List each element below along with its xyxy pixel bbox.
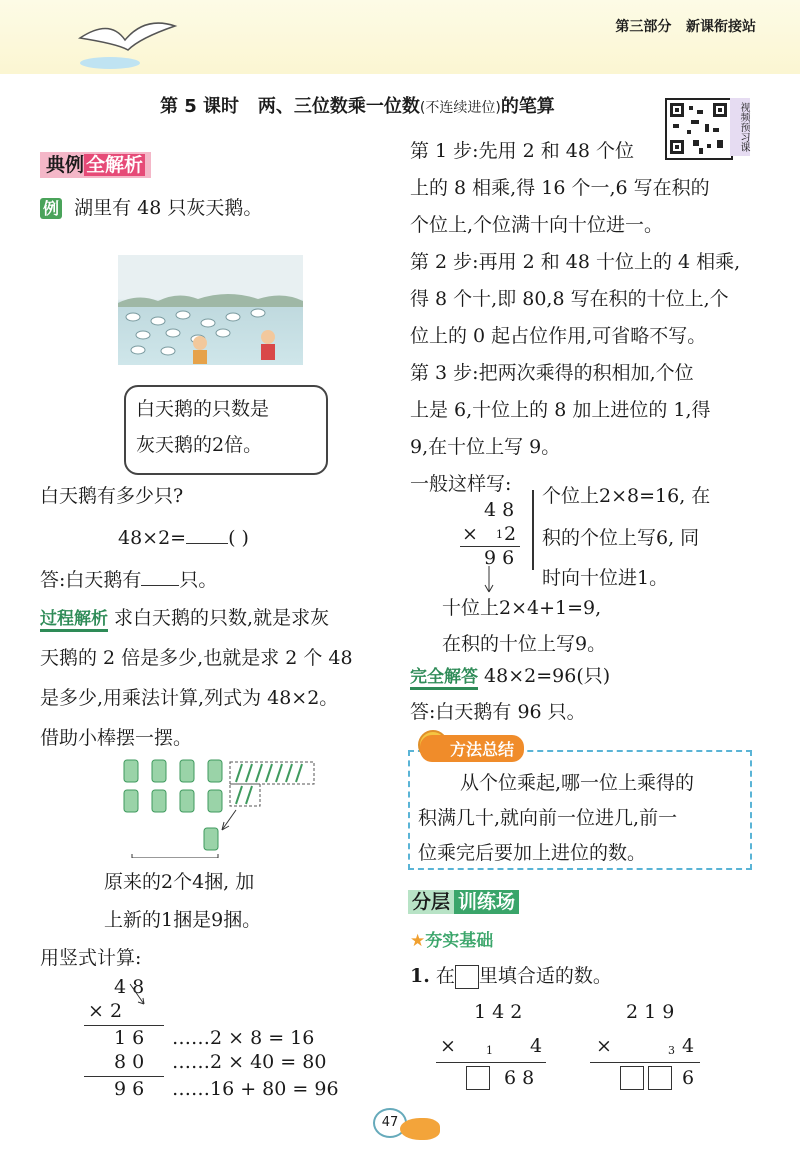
example-text: 湖里有 48 只灰天鹅。: [74, 197, 263, 219]
qr-pattern-icon: [667, 100, 731, 158]
formula-blank[interactable]: [186, 543, 228, 544]
step-line-9: 9,在十位上写 9。: [410, 436, 561, 458]
method-line-2: 积满几十,就向前一位进几,前一: [418, 807, 678, 829]
tag-part-b: 全解析: [86, 154, 144, 176]
bundles-image: [118, 758, 348, 858]
process-line-4: 借助小棒摆一摆。: [40, 727, 193, 749]
step-line-5: 得 8 个十,即 80,8 写在积的十位上,个: [410, 288, 729, 310]
q1b-carry: 3: [668, 1044, 675, 1057]
unit-paren: ( ): [228, 527, 249, 549]
process-line-1: [40, 600, 329, 637]
q1b-sign: ×: [596, 1035, 612, 1057]
full-answer-text: 答:白天鹅有 96 只。: [410, 701, 586, 723]
calc-row-1: 1 6: [114, 1027, 145, 1049]
step-line-6: 位上的 0 起占位作用,可省略不写。: [410, 325, 707, 347]
step-line-4: 第 2 步:再用 2 和 48 十位上的 4 相乘,: [410, 251, 741, 273]
step-line-1: 第 1 步:先用 2 和 48 个位: [410, 140, 634, 162]
process-tag: 过程解析: [40, 609, 108, 632]
general-carry: 1: [496, 528, 503, 541]
general-mul-sign: ×: [462, 523, 478, 545]
general-result: 9 6: [484, 547, 515, 569]
calc-note-1: ……2 × 8 = 16: [172, 1027, 315, 1049]
process-text-1: 求白天鹅的只数,就是求灰: [114, 607, 330, 629]
q1b-top: 2 1 9: [626, 1001, 675, 1023]
q1a-result: 6 8: [504, 1067, 535, 1089]
general-note-2b: 在积的十位上写9。: [442, 633, 607, 655]
method-tag: 方法总结: [420, 735, 524, 762]
q1a-mul: 4: [530, 1035, 543, 1057]
q1b-answer-box-2[interactable]: [648, 1066, 672, 1090]
full-answer-line: [410, 658, 610, 695]
lesson-tail: 的笔算: [500, 96, 555, 117]
q1a-sign: ×: [440, 1035, 456, 1057]
lesson-title: [160, 92, 555, 118]
general-note-1a: 个位上2×8=16, 在: [542, 485, 711, 507]
full-answer-tag: 完全解答: [410, 667, 478, 690]
q1-pre: 在: [435, 965, 455, 987]
calc-note-2: ……2 × 40 = 80: [172, 1051, 327, 1073]
vertical-calc-label: 用竖式计算:: [40, 947, 142, 969]
general-note-1b: 积的个位上写6, 同: [542, 527, 700, 549]
q1-number: 1.: [410, 965, 430, 987]
q1a-top: 1 4 2: [474, 1001, 523, 1023]
step-line-3: 个位上,个位满十向十位进一。: [410, 214, 664, 236]
q1b-result: 6: [682, 1067, 695, 1089]
general-note-2a: 十位上2×4+1=9,: [442, 597, 602, 619]
calc-top: 4 8: [114, 976, 145, 998]
sticks-caption-2: 上新的1捆是9捆。: [104, 909, 262, 931]
formula-line: [118, 520, 249, 556]
submarine-icon: [400, 1118, 440, 1140]
speech-bubble: [124, 385, 328, 475]
step-line-8: 上是 6,十位上的 8 加上进位的 1,得: [410, 399, 711, 421]
step-line-7: 第 3 步:把两次乘得的积相加,个位: [410, 362, 694, 384]
q1a-carry: 1: [486, 1044, 493, 1057]
page-number: 47: [373, 1108, 407, 1138]
answer-post: 只。: [179, 569, 218, 591]
basics-heading: [410, 926, 493, 951]
lesson-note: (不连续进位): [419, 100, 501, 116]
basics-label: 夯实基础: [425, 931, 494, 951]
method-line-3: 位乘完后要加上进位的数。: [418, 842, 647, 864]
bubble-line-1: 白天鹅的只数是: [136, 398, 270, 420]
calc-row-2: 8 0: [114, 1051, 145, 1073]
answer-line: [40, 562, 217, 598]
step-line-10: 一般这样写:: [410, 473, 512, 495]
calc-mul: × 2: [88, 1000, 123, 1022]
sticks-caption-1: 原来的2个4捆, 加: [104, 871, 255, 893]
practice-tag-b: 训练场: [454, 890, 519, 914]
qr-caption: 视频预习课: [730, 98, 750, 156]
process-line-3: 是多少,用乘法计算,列式为 48×2。: [40, 687, 339, 709]
bubble-line-2: 灰天鹅的2倍。: [136, 434, 263, 456]
q1-box-icon: [455, 965, 479, 989]
lesson-number: 第 5 课时: [160, 96, 240, 117]
section-label: 第三部分: [615, 19, 672, 35]
step-line-2: 上的 8 相乘,得 16 个一,6 写在积的: [410, 177, 710, 199]
example-badge: 例: [40, 198, 62, 219]
general-top: 4 8: [484, 499, 515, 521]
seagull-illustration: [70, 8, 180, 78]
q1b-answer-box-1[interactable]: [620, 1066, 644, 1090]
answer-blank[interactable]: [141, 585, 179, 586]
carry-arrow-icon: [126, 980, 156, 1010]
q1-line: [410, 958, 612, 994]
formula-left: 48×2=: [118, 527, 187, 549]
example-section-tag: [40, 150, 151, 177]
q1a-line: [436, 1062, 546, 1063]
q1b-mul: 4: [682, 1035, 695, 1057]
practice-tag-a: 分层: [408, 890, 454, 914]
practice-section-tag: [408, 887, 519, 914]
process-line-2: 天鹅的 2 倍是多少,也就是求 2 个 48: [40, 647, 353, 669]
swan-lake-image: [118, 255, 303, 365]
answer-pre: 答:白天鹅有: [40, 569, 142, 591]
lesson-topic: 两、三位数乘一位数: [257, 96, 420, 117]
site-label: 新课衔接站: [686, 19, 756, 35]
q1b-line: [590, 1062, 700, 1063]
general-divider: [532, 490, 534, 570]
q1-post: 里填合适的数。: [478, 965, 612, 987]
page-header: [0, 0, 800, 74]
lake-illustration: [118, 255, 303, 365]
q1a-answer-box[interactable]: [466, 1066, 490, 1090]
sticks-illustration: [118, 758, 348, 858]
tag-part-a: 典例: [46, 154, 85, 176]
full-answer-formula: 48×2=96(只): [484, 665, 611, 687]
example-line: [40, 190, 262, 227]
qr-code[interactable]: [665, 98, 733, 160]
calc-note-3: ……16 + 80 = 96: [172, 1078, 339, 1100]
general-note-1c: 时向十位进1。: [542, 567, 669, 589]
star-icon: ★: [410, 931, 426, 951]
question-text: 白天鹅有多少只?: [40, 485, 184, 507]
method-line-1: 从个位乘起,哪一位上乘得的: [460, 772, 695, 794]
calc-row-3: 9 6: [114, 1078, 145, 1100]
general-mul: 2: [504, 523, 517, 545]
